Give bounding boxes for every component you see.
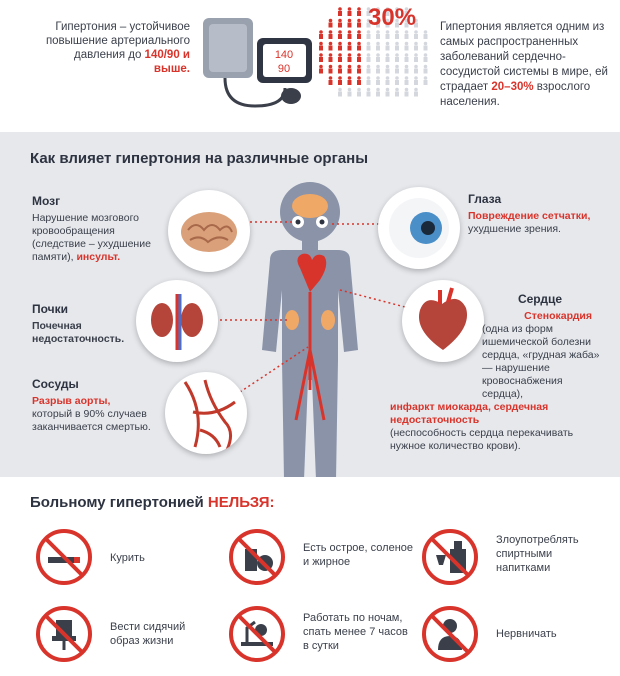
heart-title: Сердце <box>517 292 562 306</box>
person-body <box>424 46 428 51</box>
forbidden-sitting: Вести сидячий образ жизни <box>110 621 186 647</box>
person-body <box>414 69 418 74</box>
eye-circle <box>378 187 460 269</box>
percent-value: 30% <box>368 4 417 31</box>
person-body <box>367 46 371 51</box>
heart-desc-1: (одна из форм ишемической болезни сердца, «грудная жаба» — нарушение кровоснабжения сердца), <box>482 323 600 400</box>
person-body <box>386 92 390 97</box>
vessels-desc: который в 90% случаев заканчивается смертью. <box>32 408 151 433</box>
person-head <box>367 76 371 80</box>
organs-section <box>0 132 620 477</box>
person-head <box>405 65 409 69</box>
person-body <box>348 11 352 16</box>
person-head <box>424 42 428 46</box>
person-body <box>414 46 418 51</box>
person-body <box>386 34 390 39</box>
person-head <box>348 30 352 34</box>
person-head <box>357 42 361 46</box>
person-head <box>395 65 399 69</box>
person-head <box>376 65 380 69</box>
person-body <box>367 80 371 85</box>
person-head <box>319 53 323 57</box>
stressed-person-icon <box>420 604 480 664</box>
person-head <box>329 42 333 46</box>
person-head <box>357 76 361 80</box>
person-body <box>357 34 361 39</box>
person-body <box>338 57 342 62</box>
eyes-desc: ухудшение зрения. <box>468 223 561 235</box>
person-body <box>405 57 409 62</box>
person-head <box>395 88 399 92</box>
person-head <box>329 19 333 23</box>
eyes-text <box>468 210 603 236</box>
forbidden-night-work: Работать по ночам, спать менее 7 часов в сутки <box>303 612 408 652</box>
person-head <box>357 7 361 11</box>
person-head <box>367 42 371 46</box>
person-body <box>357 57 361 62</box>
person-head <box>414 53 418 57</box>
person-head <box>348 76 352 80</box>
person-head <box>319 65 323 69</box>
definition-text <box>40 20 190 76</box>
heart-risk-2: инфаркт миокарда, сердечная недостаточность <box>390 401 549 426</box>
person-body <box>338 92 342 97</box>
person-head <box>376 76 380 80</box>
person-body <box>424 34 428 39</box>
eyes-block <box>468 192 603 236</box>
person-head <box>414 65 418 69</box>
person-head <box>395 42 399 46</box>
vessels-text <box>32 395 157 434</box>
person-body <box>329 80 333 85</box>
brain-desc: Нарушение мозгового кровообращения (следствие – ухудшение памяти), <box>32 212 151 263</box>
person-head <box>319 30 323 34</box>
person-body <box>395 46 399 51</box>
person-body <box>386 80 390 85</box>
person-head <box>424 76 428 80</box>
person-body <box>386 69 390 74</box>
prevalence-text <box>440 20 610 110</box>
person-body <box>338 11 342 16</box>
person-head <box>414 42 418 46</box>
bottle-icon <box>420 527 480 587</box>
person-head <box>395 53 399 57</box>
kidneys-risk: Почечная недостаточность. <box>32 320 125 345</box>
person-body <box>367 34 371 39</box>
organs-title: Как влияет гипертония на различные органы <box>30 150 369 167</box>
person-body <box>338 69 342 74</box>
person-body <box>338 80 342 85</box>
person-body <box>338 23 342 28</box>
pressure-value: 140/90 и выше. <box>144 49 190 75</box>
person-head <box>414 88 418 92</box>
person-body <box>329 46 333 51</box>
forbidden-title-text: Больному гипертонией <box>30 494 208 511</box>
heart-text <box>370 310 602 453</box>
person-body <box>348 46 352 51</box>
definition-body: Гипертония – устойчивое повышение артериального давления до <box>45 21 190 61</box>
person-head <box>367 65 371 69</box>
person-body <box>405 46 409 51</box>
person-head <box>424 65 428 69</box>
forbidden-stress: Нервничать <box>496 628 557 640</box>
person-head <box>386 76 390 80</box>
kidneys-title: Почки <box>32 302 69 316</box>
forbidden-alcohol: Злоупотреблять спиртными напитками <box>496 534 579 574</box>
person-body <box>357 11 361 16</box>
person-body <box>376 92 380 97</box>
person-head <box>329 30 333 34</box>
intro-section <box>0 0 620 132</box>
person-head <box>329 53 333 57</box>
person-body <box>414 92 418 97</box>
person-body <box>376 57 380 62</box>
vessels-block <box>32 377 157 434</box>
person-body <box>319 57 323 62</box>
person-body <box>386 57 390 62</box>
kidneys-icon <box>136 280 218 362</box>
person-body <box>348 92 352 97</box>
vessels-risk: Разрыв аорты, <box>32 395 111 407</box>
person-head <box>357 65 361 69</box>
monitor-systolic: 140 <box>274 49 294 61</box>
heart-block <box>370 292 602 453</box>
person-head <box>386 42 390 46</box>
person-head <box>405 42 409 46</box>
person-head <box>414 76 418 80</box>
person-body <box>395 69 399 74</box>
person-body <box>329 57 333 62</box>
person-body <box>376 80 380 85</box>
brain-risk: инсульт. <box>76 251 121 263</box>
brain-circle <box>168 190 250 272</box>
person-body <box>357 92 361 97</box>
brain-icon <box>168 190 250 272</box>
person-head <box>405 53 409 57</box>
eyes-title: Глаза <box>468 192 502 206</box>
person-head <box>338 30 342 34</box>
person-body <box>319 46 323 51</box>
person-body <box>367 69 371 74</box>
person-body <box>395 57 399 62</box>
person-head <box>348 42 352 46</box>
person-head <box>357 53 361 57</box>
person-head <box>357 88 361 92</box>
person-head <box>348 19 352 23</box>
kidneys-circle <box>136 280 218 362</box>
forbidden-title-red: НЕЛЬЗЯ: <box>207 494 275 511</box>
person-head <box>405 76 409 80</box>
person-head <box>386 88 390 92</box>
person-body <box>338 46 342 51</box>
monitor-diastolic: 90 <box>277 63 291 75</box>
person-head <box>338 42 342 46</box>
person-head <box>329 76 333 80</box>
forbidden-smoking: Курить <box>110 552 145 564</box>
forbidden-food: Есть острое, соленое и жирное <box>303 542 414 568</box>
person-head <box>386 65 390 69</box>
prevalence-body: Гипертония является одним из самых распространенных заболеваний сердечно-сосудистой системы в мире, ей страдает <box>440 21 608 93</box>
brain-title: Мозг <box>32 194 61 208</box>
person-body <box>348 34 352 39</box>
forbidden-section <box>0 477 620 676</box>
person-head <box>348 88 352 92</box>
person-body <box>357 80 361 85</box>
prevalence-tail: взрослого населения. <box>440 81 591 108</box>
person-body <box>386 46 390 51</box>
person-body <box>367 92 371 97</box>
person-body <box>319 69 323 74</box>
person-body <box>376 69 380 74</box>
person-head <box>338 76 342 80</box>
person-body <box>376 46 380 51</box>
person-head <box>319 42 323 46</box>
person-body <box>357 69 361 74</box>
brain-text <box>32 212 167 264</box>
vessels-title: Сосуды <box>32 377 79 391</box>
vessels-circle <box>165 372 247 454</box>
chair-icon <box>34 604 94 664</box>
person-body <box>424 57 428 62</box>
person-body <box>329 23 333 28</box>
person-body <box>424 80 428 85</box>
person-body <box>367 57 371 62</box>
person-head <box>338 53 342 57</box>
person-body <box>414 80 418 85</box>
person-body <box>405 69 409 74</box>
prevalence-percent: 20–30% <box>491 81 534 93</box>
person-body <box>395 34 399 39</box>
person-body <box>424 69 428 74</box>
eyes-risk: Повреждение сетчатки, <box>468 210 591 222</box>
person-body <box>319 34 323 39</box>
person-head <box>395 76 399 80</box>
person-head <box>329 65 333 69</box>
person-head <box>367 88 371 92</box>
cigarette-icon <box>34 527 94 587</box>
person-head <box>386 53 390 57</box>
blood-pressure-monitor-icon <box>195 8 320 118</box>
person-body <box>348 57 352 62</box>
eye-icon <box>378 187 460 269</box>
person-body <box>405 92 409 97</box>
person-body <box>348 69 352 74</box>
heart-desc-2: (неспособность сердца перекачивать нужное количество крови). <box>390 427 574 452</box>
person-body <box>414 34 418 39</box>
person-head <box>348 7 352 11</box>
person-body <box>357 46 361 51</box>
person-head <box>348 65 352 69</box>
person-head <box>357 19 361 23</box>
person-body <box>414 57 418 62</box>
person-body <box>329 69 333 74</box>
food-icon <box>227 527 287 587</box>
person-head <box>424 53 428 57</box>
desk-lamp-icon <box>227 604 287 664</box>
person-head <box>338 19 342 23</box>
person-body <box>395 92 399 97</box>
person-head <box>376 53 380 57</box>
person-head <box>348 53 352 57</box>
person-head <box>376 42 380 46</box>
forbidden-title <box>30 494 275 511</box>
person-head <box>376 88 380 92</box>
person-body <box>405 80 409 85</box>
person-head <box>424 30 428 34</box>
person-body <box>405 34 409 39</box>
vessels-icon <box>165 372 247 454</box>
person-body <box>395 80 399 85</box>
person-head <box>357 30 361 34</box>
person-head <box>405 88 409 92</box>
person-head <box>338 65 342 69</box>
person-body <box>357 23 361 28</box>
heart-risk-1: Стенокардия <box>524 310 592 322</box>
person-body <box>329 34 333 39</box>
person-body <box>338 34 342 39</box>
person-body <box>376 34 380 39</box>
person-body <box>348 80 352 85</box>
kidneys-block <box>32 302 142 346</box>
person-body <box>348 23 352 28</box>
person-head <box>338 7 342 11</box>
person-head <box>338 88 342 92</box>
person-head <box>367 53 371 57</box>
brain-block <box>32 194 167 264</box>
